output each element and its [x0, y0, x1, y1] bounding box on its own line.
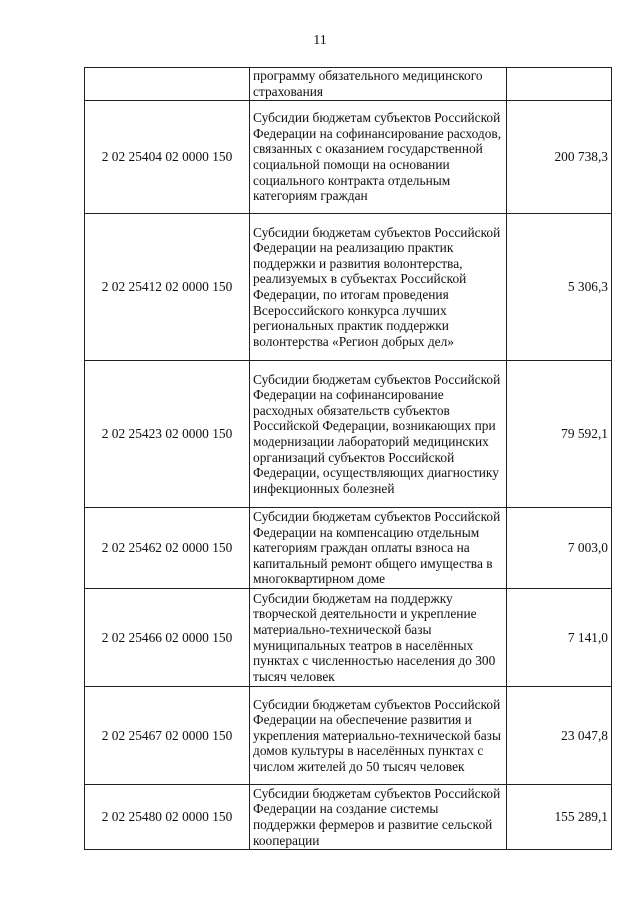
- amount-cell: 79 592,1: [507, 361, 612, 508]
- amount-cell: 200 738,3: [507, 101, 612, 214]
- amount-cell: 23 047,8: [507, 687, 612, 785]
- budget-code-cell: 2 02 25467 02 0000 150: [85, 687, 250, 785]
- description-cell: Субсидии бюджетам на поддержку творческой деятельности и укрепление материально-технической базы муниципальных театров в населённых пунктах с численностью населения до 300 тысяч человек: [250, 589, 507, 687]
- budget-code-cell: 2 02 25412 02 0000 150: [85, 214, 250, 361]
- budget-table: [84, 67, 612, 850]
- description-cell: Субсидии бюджетам субъектов Российской Федерации на создание системы поддержки фермеров и развитие сельской кооперации: [250, 785, 507, 850]
- description-cell: Субсидии бюджетам субъектов Российской Федерации на реализацию практик поддержки и развития волонтерства, реализуемых в субъектах Российской Федерации, по итогам проведения Всероссийского конкурса лучших региональных практик поддержки волонтерства «Регион добрых дел»: [250, 214, 507, 361]
- budget-code-cell: 2 02 25404 02 0000 150: [85, 101, 250, 214]
- table-row: [85, 785, 612, 850]
- budget-code-cell: 2 02 25462 02 0000 150: [85, 508, 250, 589]
- description-cell: программу обязательного медицинского страхования: [250, 68, 507, 101]
- description-cell: Субсидии бюджетам субъектов Российской Федерации на компенсацию отдельным категориям граждан оплаты взноса на капитальный ремонт общего имущества в многоквартирном доме: [250, 508, 507, 589]
- page-number: 11: [313, 33, 327, 48]
- table-row: [85, 508, 612, 589]
- description-cell: Субсидии бюджетам субъектов Российской Федерации на обеспечение развития и укрепления материально-технической базы домов культуры в населённых пунктах с числом жителей до 50 тысяч человек: [250, 687, 507, 785]
- description-cell: Субсидии бюджетам субъектов Российской Федерации на софинансирование расходных обязательств субъектов Российской Федерации, возникающих при модернизации лабораторий медицинских организаций субъектов Российской Федерации, осуществляющих диагностику инфекционных болезней: [250, 361, 507, 508]
- amount-cell: 7 003,0: [507, 508, 612, 589]
- amount-cell: [507, 68, 612, 101]
- table-row: [85, 101, 612, 214]
- table-row: [85, 214, 612, 361]
- table-row: [85, 361, 612, 508]
- table-row: [85, 589, 612, 687]
- amount-cell: 155 289,1: [507, 785, 612, 850]
- table-row: [85, 687, 612, 785]
- budget-code-cell: 2 02 25466 02 0000 150: [85, 589, 250, 687]
- budget-code-cell: 2 02 25423 02 0000 150: [85, 361, 250, 508]
- table-row: [85, 68, 612, 101]
- budget-code-cell: 2 02 25480 02 0000 150: [85, 785, 250, 850]
- budget-code-cell: [85, 68, 250, 101]
- amount-cell: 7 141,0: [507, 589, 612, 687]
- description-cell: Субсидии бюджетам субъектов Российской Федерации на софинансирование расходов, связанных с оказанием государственной социальной помощи на основании социального контракта отдельным категориям граждан: [250, 101, 507, 214]
- amount-cell: 5 306,3: [507, 214, 612, 361]
